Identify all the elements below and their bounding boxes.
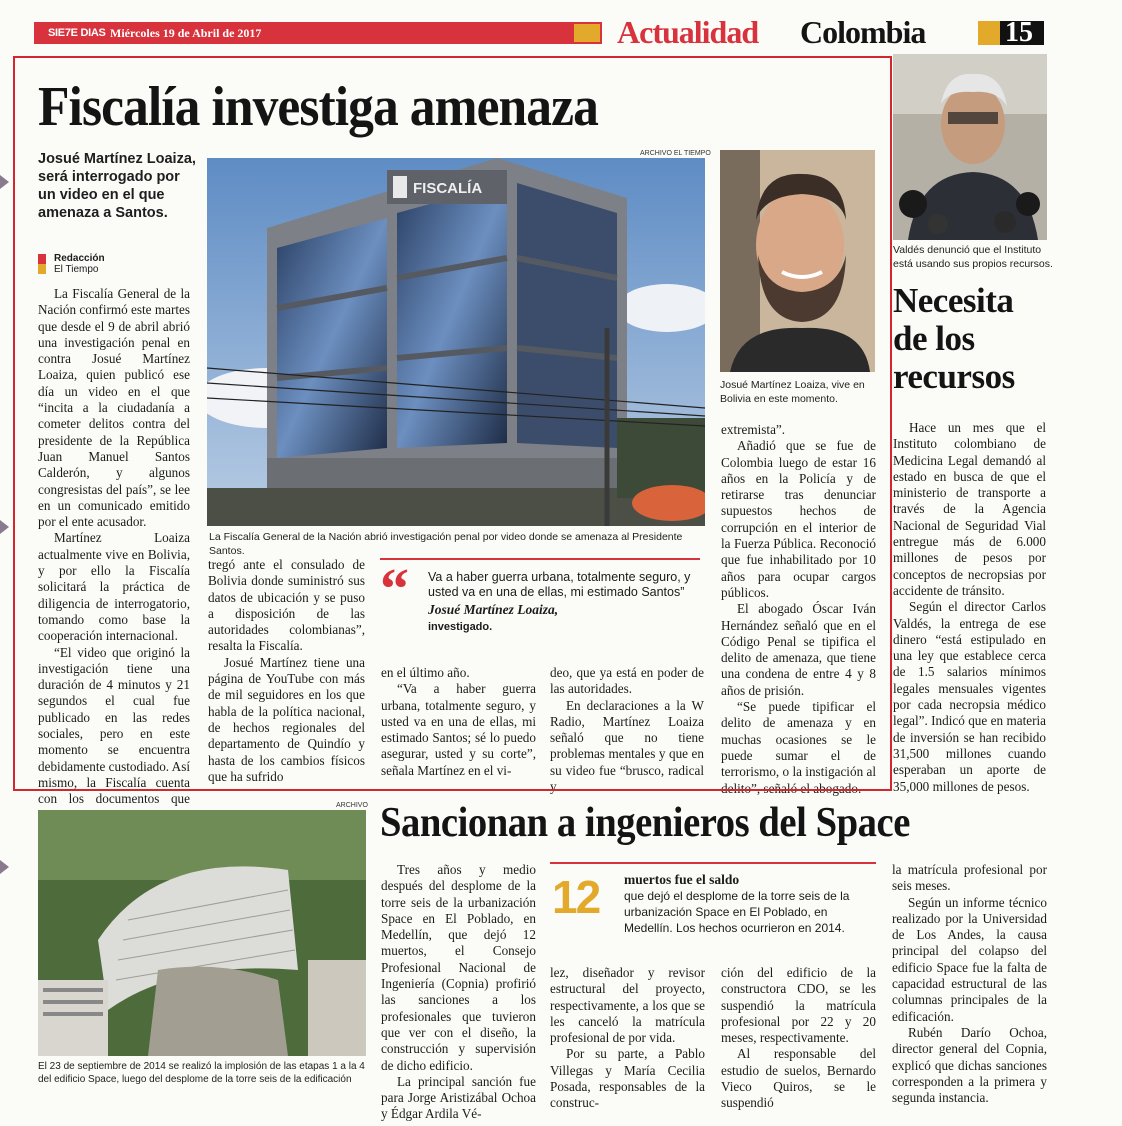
- side-headline-line: recursos: [893, 357, 1015, 396]
- paragraph: Añadió que se fue de Colombia luego de estar 16 años en la Policía y de retirarse tras denunciar supuestos hechos de corrupción en el interior de la Fuerza Pública. Reconoció que fue inhabilitado por 10 años para ocupar cargos públicos.: [721, 438, 876, 600]
- bottom-headline: Sancionan a ingenieros del Space: [380, 800, 910, 846]
- subsection-title: Colombia: [800, 14, 926, 50]
- paragraph: “Se puede tipificar el delito de amenaza y en muchas ocasiones se le puede sumar el de terrorismo, o la instigación al delito”, señaló el abogado.: [721, 699, 876, 796]
- valdes-illustration: [893, 54, 1047, 240]
- paragraph: deo, que ya está en poder de las autoridades.: [550, 665, 704, 697]
- building-sign: FISCALÍA: [413, 180, 483, 197]
- paragraph: la matrícula profesional por seis meses.: [892, 862, 1047, 894]
- main-headline: Fiscalía investiga amenaza: [38, 76, 598, 138]
- factbox-title: muertos fue el saldo: [624, 872, 740, 887]
- space-building-photo: [38, 810, 366, 1056]
- header-date: Miércoles 19 de Abril de 2017: [110, 26, 262, 40]
- side-headline-line: Necesita: [893, 281, 1014, 320]
- bottom-photo-credit: ARCHIVO: [336, 802, 368, 809]
- margin-marker: [0, 860, 9, 874]
- photo-credit: ARCHIVO EL TIEMPO: [640, 150, 711, 157]
- paragraph: “El video que originó la investigación tiene una duración de 4 minutos y 21 segundos el cual fue publicado en las redes sociales, pero en este momento se encuentra debidamente custodiado. Así mismo, la Fiscalía cuenta con los documentos que: [38, 644, 190, 807]
- paragraph: Según un informe técnico realizado por la Universidad de Los Andes, la causa principal del colapso del edificio Space fue la falta de capacidad estructural de las columnas principales de la edificación.: [892, 894, 1047, 1024]
- building-caption: La Fiscalía General de la Nación abrió investigación penal por video donde se amenaza al Presidente Santos.: [209, 531, 683, 557]
- paragraph: En declaraciones a la W Radio, Martínez Loaiza señaló que no tiene problemas mentales y que en su video fue “brusco, radical y: [550, 697, 704, 795]
- side-column: [893, 420, 1046, 795]
- quote-author: Josué Martínez Loaiza,: [428, 602, 559, 617]
- side-headline: [893, 282, 1015, 396]
- valdes-photo: [893, 54, 1047, 240]
- paragraph: La principal sanción fue para Jorge Aristizábal Ochoa y Édgar Ardila Vé-: [381, 1073, 536, 1122]
- factbox-rule-top: [550, 862, 876, 864]
- quote-role: investigado.: [428, 621, 493, 633]
- section-title: Actualidad: [617, 14, 759, 50]
- brand-label: SIE7E DIAS: [48, 27, 106, 39]
- page-number: 15: [1005, 17, 1033, 48]
- highlight-frame: [13, 56, 892, 791]
- byline-source: El Tiempo: [54, 264, 99, 275]
- paragraph: extremista”.: [721, 422, 786, 437]
- space-illustration: [38, 810, 366, 1056]
- side-headline-line: de los: [893, 319, 975, 358]
- bottom-column-4: [892, 862, 1047, 1106]
- paragraph: lez, diseñador y revisor estructural del proyecto, respectivamente, a los que se les canceló la matrícula profesional de por vida.: [550, 965, 705, 1046]
- valdes-caption: Valdés denunció que el Instituto está usando sus propios recursos.: [893, 244, 1053, 270]
- quote-mark-icon: “: [380, 556, 409, 621]
- factbox-text: que dejó el desplome de la torre seis de la urbanización Space en El Poblado, en Medellín. Los hechos ocurrieron en 2014.: [624, 889, 850, 935]
- bottom-column-3: [721, 965, 876, 1112]
- paragraph: Martínez Loaiza actualmente vive en Bolivia, y por ello la Fiscalía solicitará la práctica de diligencia de interrogatorio, tomando como base la cooperación internacional.: [38, 530, 190, 644]
- paragraph: “Va a haber guerra urbana, totalmente seguro, y usted va en una de ellas, mi estimado Santos; sé lo puedo asegurar, usted y su corte”, señala Martínez en el vi-: [381, 681, 536, 778]
- paragraph: Según el director Carlos Valdés, la entrega de ese dinero “está estipulado en una ley que establece cerca de 1.5 salarios mínimos legales mensuales vigentes por cada necropsia médico legal”. Indicó que en materia de inversión se han recibido 31,500 millones cuando esperaban un aporte de 35,000 millones de pesos.: [893, 599, 1046, 794]
- portrait-caption: Josué Martínez Loaiza, vive en Bolivia en este momento.: [720, 379, 865, 405]
- paragraph: Rubén Darío Ochoa, director general del Copnia, explicó que dichas sanciones corresponden a la primera y segunda instancia.: [892, 1024, 1047, 1106]
- paragraph: Tres años y medio después del desplome de la torre seis de la urbanización Space en El Poblado, en Medellín, que dejó 12 muertos, el Consejo Profesional Nacional de Ingeniería (Copnia) profirió las sanciones a los profesionales que tuvieron que ver con el diseño, la construcción y supervisión de dicho edificio.: [381, 862, 536, 1073]
- paragraph: ción del edificio de la constructora CDO, se les suspendió la matrícula profesional por 22 y 20 meses, respectivamente.: [721, 965, 876, 1046]
- paragraph: en el último año.: [381, 665, 470, 680]
- paragraph: tregó ante el consulado de Bolivia donde suministró sus datos de ubicación y se puso a disposición de las autoridades colombianas”, resalta la Fiscalía.: [208, 557, 365, 654]
- margin-marker: [0, 175, 9, 189]
- paragraph: Josué Martínez tiene una página de YouTube con más de mil seguidores en los que habla de la política nacional, de hechos regionales del departamento de Quindío y hasta de los cambios físicos que ha sufrido: [208, 654, 365, 784]
- page-number-accent: [978, 21, 1000, 45]
- header-accent-box: [574, 24, 600, 42]
- margin-marker: [0, 520, 9, 534]
- main-deck: Josué Martínez Loaiza, será interrogado por un video en el que amenaza a Santos.: [38, 151, 196, 221]
- bottom-column-1: [381, 862, 536, 1123]
- factbox-number: 12: [552, 871, 600, 923]
- paragraph: El abogado Óscar Iván Hernández señaló que en el Código Penal se tipifica el delito de amenaza, que tiene una condena de entre 4 y 8 años de prisión.: [721, 601, 876, 698]
- paragraph: Hace un mes que el Instituto colombiano de Medicina Legal demandó al estado en busca de que el ministerio de transporte a través de la Agencia Nacional de Seguridad Vial entregue más de 6.000 millones de pesos por conceptos de necropsias por accidente de tránsito.: [893, 420, 1046, 598]
- pull-quote: Va a haber guerra urbana, totalmente seguro, y usted va en una de ellas, mi estimado Santos”: [428, 570, 691, 599]
- bottom-column-2: [550, 965, 705, 1112]
- byline-label: Redacción: [54, 253, 105, 264]
- space-photo-caption: El 23 de septiembre de 2014 se realizó la implosión de las etapas 1 a la 4 del edificio Space, luego del desplome de la torre seis de la edificación: [38, 1061, 365, 1085]
- paragraph: Al responsable del estudio de suelos, Bernardo Vieco Quiros, se le suspendió: [721, 1046, 876, 1111]
- paragraph: Por su parte, a Pablo Villegas y María Cecilia Posada, responsables de la construc-: [550, 1046, 705, 1111]
- paragraph: La Fiscalía General de la Nación confirmó este martes que desde el 9 de abril abrió una investigación penal en contra Josué Martínez Loaiza, quien publicó ese día un video en el que “incita a la ciudadanía a cometer delitos contra del presidente de la República Juan Manuel Santos Calderón, y algunos congresistas del país”, se lee en un comunicado emitido por el ente acusador.: [38, 286, 190, 530]
